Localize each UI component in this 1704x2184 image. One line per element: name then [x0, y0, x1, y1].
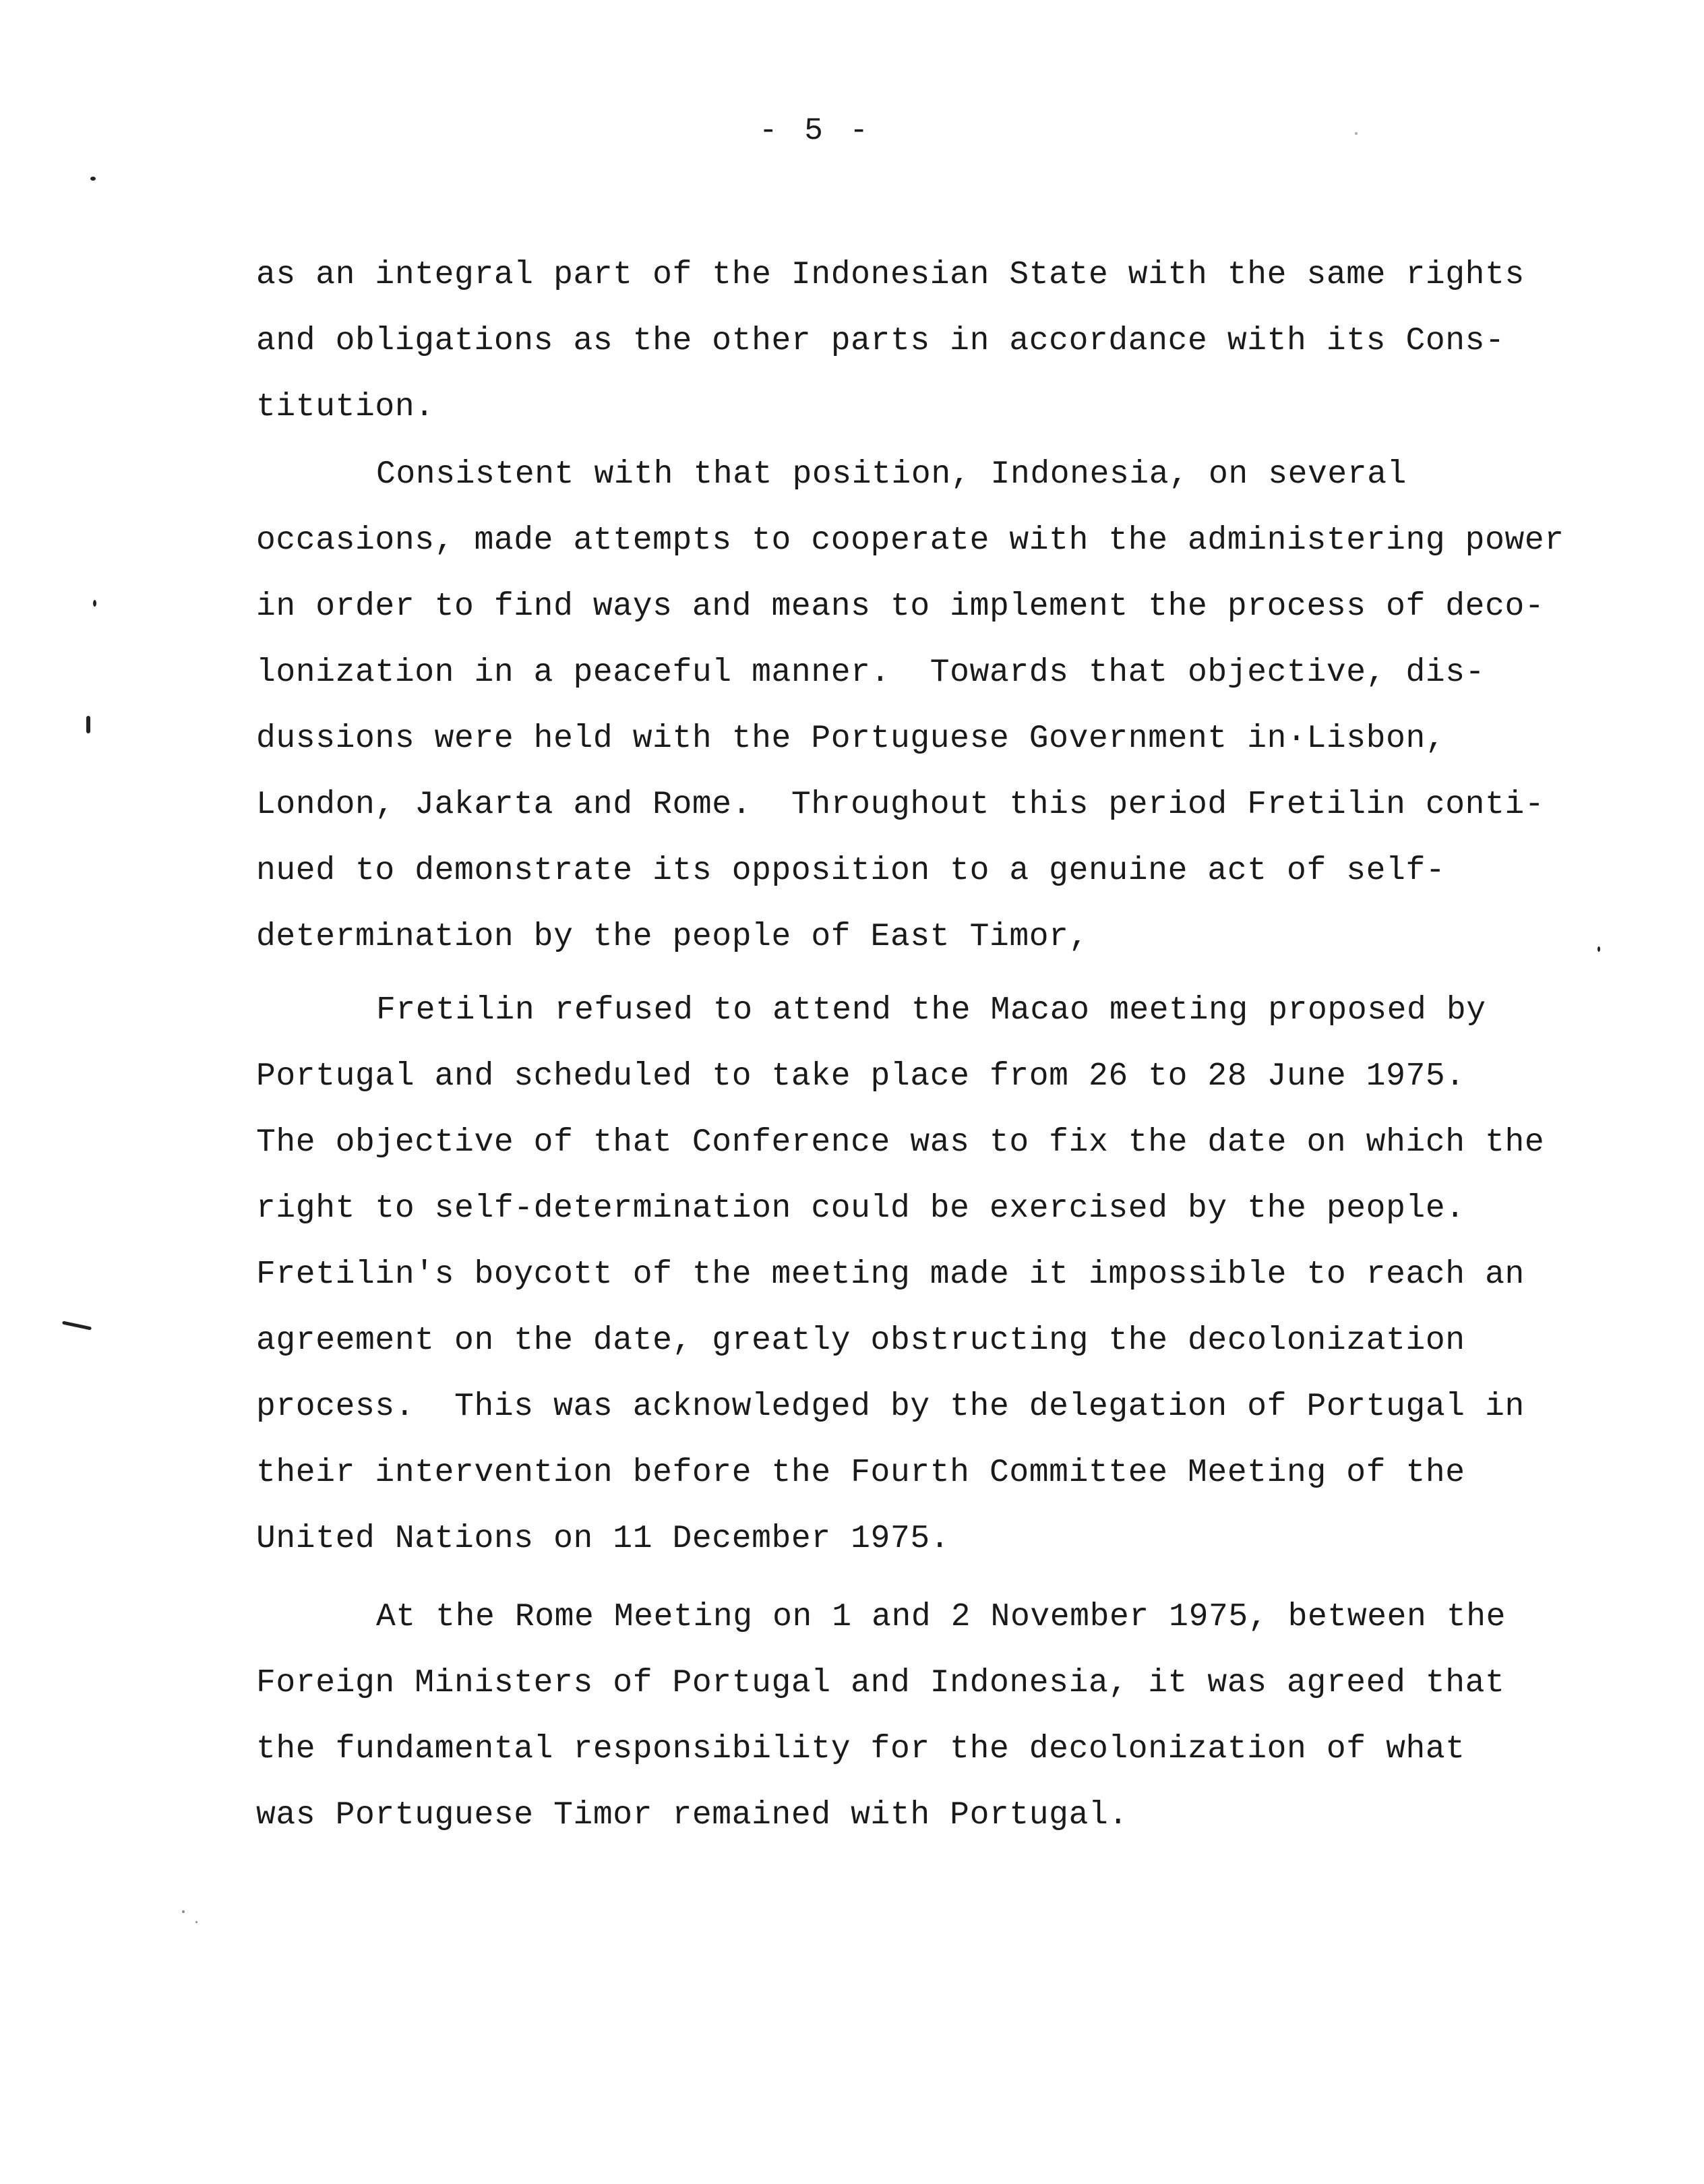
scan-speck — [86, 716, 90, 733]
text-line: was Portuguese Timor remained with Portugal. — [256, 1797, 1128, 1833]
text-line: lonization in a peaceful manner. Towards that objective, dis- — [256, 655, 1486, 691]
scan-speck — [195, 1921, 197, 1923]
paragraph-1 — [256, 242, 1618, 440]
page-number: - 5 - — [758, 113, 873, 148]
text-line: titution. — [256, 389, 435, 425]
text-line: their intervention before the Fourth Committee Meeting of the — [256, 1455, 1465, 1491]
paragraph-4 — [256, 1584, 1618, 1848]
paragraph-2 — [256, 442, 1618, 970]
text-line: United Nations on 11 December 1975. — [256, 1521, 950, 1557]
text-line: Fretilin's boycott of the meeting made it impossible to reach an — [256, 1256, 1525, 1293]
text-line: nued to demonstrate its opposition to a genuine act of self- — [256, 853, 1446, 889]
paragraph-3 — [256, 977, 1618, 1572]
scan-speck — [93, 600, 96, 607]
text-line: The objective of that Conference was to fix the date on which the — [256, 1124, 1545, 1161]
text-line: process. This was acknowledged by the delegation of Portugal in — [256, 1389, 1525, 1425]
text-line: right to self-determination could be exercised by the people. — [256, 1190, 1465, 1227]
text-line: agreement on the date, greatly obstructing the decolonization — [256, 1323, 1465, 1359]
text-line: determination by the people of East Timor, — [256, 919, 1089, 955]
text-line: Foreign Ministers of Portugal and Indonesia, it was agreed that — [256, 1665, 1505, 1701]
scan-speck — [1598, 946, 1600, 952]
scan-speck — [62, 1321, 92, 1330]
text-line: in order to find ways and means to implement the process of deco- — [256, 588, 1545, 625]
text-line: occasions, made attempts to cooperate with the administering power — [256, 522, 1564, 559]
text-line: At the Rome Meeting on 1 and 2 November 1975, between the — [376, 1599, 1507, 1635]
scan-speck — [1355, 132, 1358, 135]
text-line: Fretilin refused to attend the Macao meeting proposed by — [376, 992, 1486, 1029]
text-line: Consistent with that position, Indonesia, on several — [376, 456, 1407, 493]
text-line: London, Jakarta and Rome. Throughout this period Fretilin conti- — [256, 787, 1545, 823]
scan-speck — [182, 1910, 185, 1913]
text-line: as an integral part of the Indonesian State with the same rights — [256, 257, 1525, 293]
scan-speck — [90, 177, 96, 181]
text-line: the fundamental responsibility for the decolonization of what — [256, 1731, 1465, 1767]
text-line: and obligations as the other parts in accordance with its Cons- — [256, 323, 1505, 359]
text-line: dussions were held with the Portuguese Government in·Lisbon, — [256, 721, 1446, 757]
text-line: Portugal and scheduled to take place from 26 to 28 June 1975. — [256, 1058, 1465, 1095]
